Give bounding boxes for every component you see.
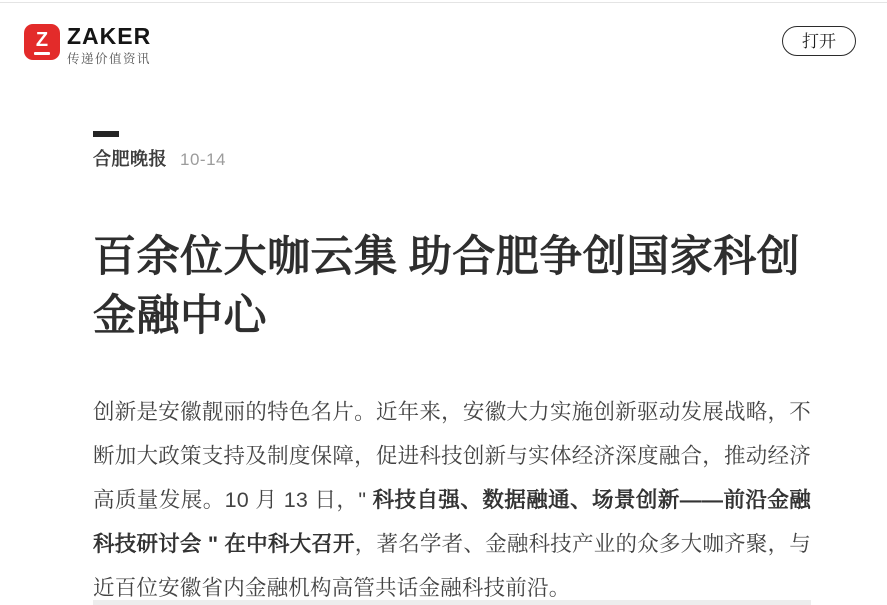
article-meta [93,145,226,171]
logo-letter: Z [35,28,49,51]
zaker-logo-icon [24,24,60,60]
paragraph-text-pre: 创新是安徽靓丽的特色名片。近年来，安徽大力实施创新驱动发展战略，不断加大政策支持及制度保障，促进科技创新与实体经济深度融合，推动经济高质量发展。10 月 13 日，" [93,400,811,512]
article-title: 百余位大咖云集 助合肥争创国家科创金融中心 [93,234,801,340]
source-dash-marker [93,131,119,137]
brand-tagline: 传递价值资讯 [67,52,152,66]
paragraph-text-bold: 科技自强、数据融通、场景创新——前沿金融科技研讨会 " 在中科大召开 [93,488,811,556]
publish-date: 10-14 [180,150,226,169]
top-divider [0,2,887,3]
brand-text-block [67,24,151,67]
brand-name: ZAKER [67,23,152,49]
paragraph-text-post: ，著名学者、金融科技产业的众多大咖齐聚，与近百位安徽省内金融机构高管共话金融科技前沿。 [93,532,811,600]
logo-underbar [34,52,50,55]
source-name: 合肥晚报 [93,149,167,169]
open-app-button[interactable]: 打开 [782,26,856,56]
next-image-top-edge [93,600,811,605]
article-paragraph [93,390,811,605]
zaker-logo[interactable] [24,24,151,67]
